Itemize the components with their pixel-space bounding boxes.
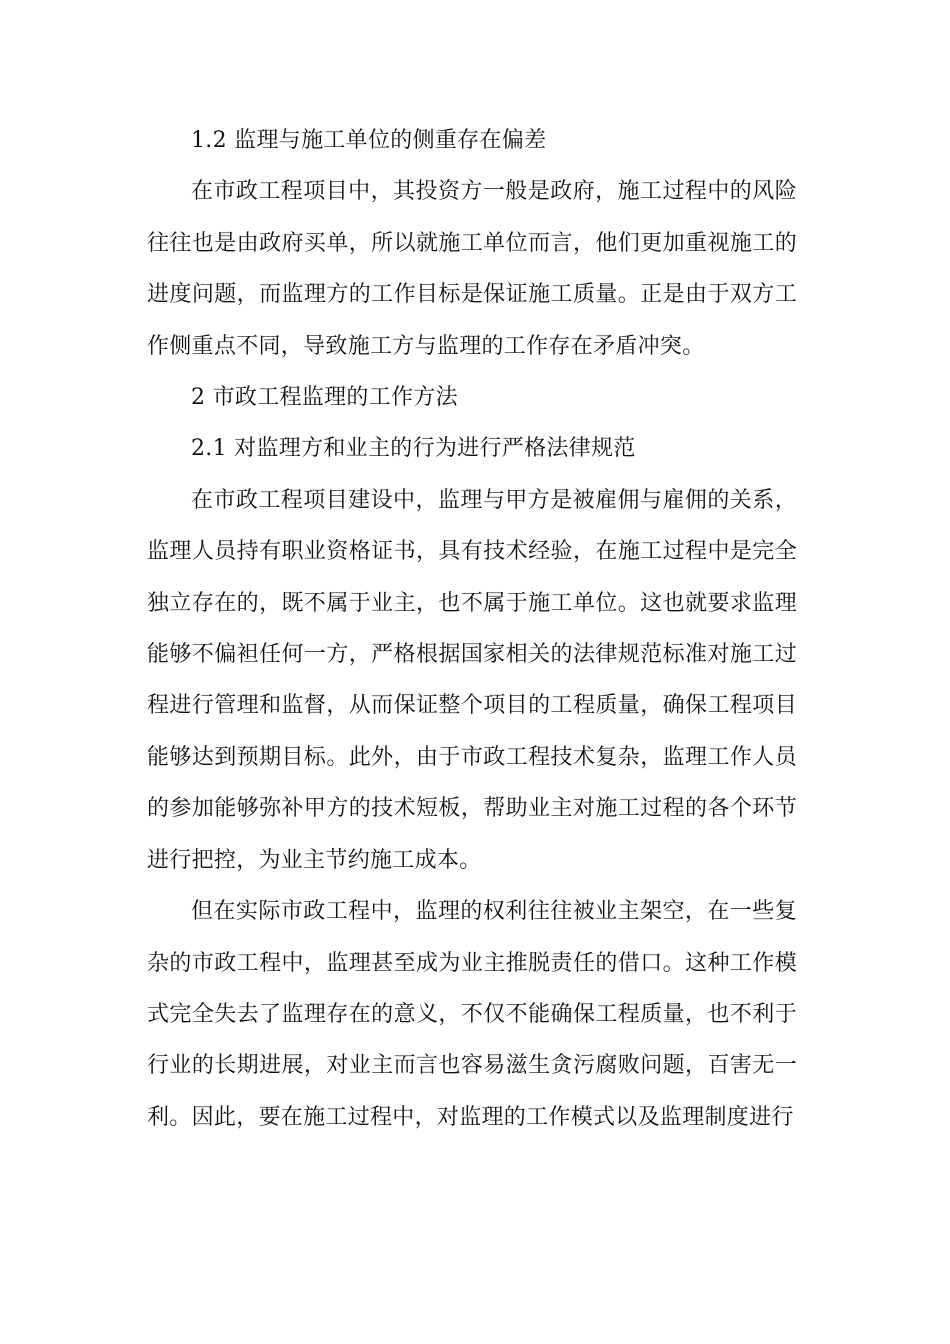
section-heading-2-1: 2.1 对监理方和业主的行为进行严格法律规范 [191, 436, 636, 462]
section-heading-2: 2 市政工程监理的工作方法 [191, 385, 458, 411]
paragraph-investment-risk: 在市政工程项目中，其投资方一般是政府，施工过程中的风险往往也是由政府买单，所以就施工单位而言，他们更加重视施工的进度问题，而监理方的工作目标是保证施工质量。正是由于双方工作侧重点不同，导致施工方与监理的工作存在矛盾冲突。 [147, 179, 797, 359]
paragraph-supervision-practice: 但在实际市政工程中，监理的权利往往被业主架空，在一些复杂的市政工程中，监理甚至成为业主推脱责任的借口。这种工作模式完全失去了监理存在的意义，不仅不能确保工程质量，也不利于行业的长期进展，对业主而言也容易滋生贪污腐败问题，百害无一利。因此，要在施工过程中，对监理的工作模式以及监理制度进行 [147, 899, 797, 1130]
paragraph-supervision-role: 在市政工程项目建设中，监理与甲方是被雇佣与雇佣的关系，监理人员持有职业资格证书，具有技术经验，在施工过程中是完全独立存在的，既不属于业主，也不属于施工单位。这也就要求监理能够不偏袒任何一方，严格根据国家相关的法律规范标准对施工过程进行管理和监督，从而保证整个项目的工程质量，确保工程项目能够达到预期目标。此外，由于市政工程技术复杂，监理工作人员的参加能够弥补甲方的技术短板，帮助业主对施工过程的各个环节进行把控，为业主节约施工成本。 [147, 487, 797, 873]
section-heading-1-2: 1.2 监理与施工单位的侧重存在偏差 [191, 128, 547, 153]
document-body [147, 115, 797, 1143]
